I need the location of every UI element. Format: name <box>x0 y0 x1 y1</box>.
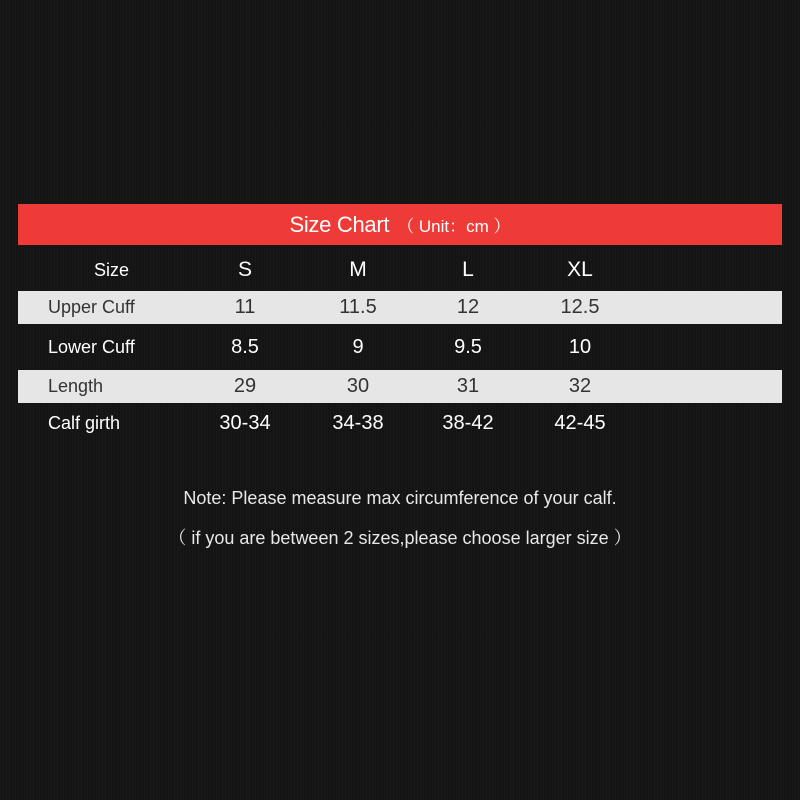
cell-lower-cuff-m: 9 <box>352 335 364 358</box>
cell-calf-girth-m: 34-38 <box>332 411 384 434</box>
table-row-lower-cuff <box>18 328 782 366</box>
cell-lower-cuff-s: 8.5 <box>231 335 259 358</box>
size-header-s: S <box>237 258 252 281</box>
size-chart-title-bar <box>18 204 782 245</box>
cell-length-m: 30 <box>346 375 370 397</box>
size-header-l: L <box>462 258 474 281</box>
cell-calf-girth-xl: 42-45 <box>554 411 606 434</box>
cell-upper-cuff-l: 12 <box>456 296 480 318</box>
size-header-m: M <box>349 258 367 281</box>
cell-length-s: 29 <box>233 375 257 397</box>
cell-length-xl: 32 <box>568 375 592 397</box>
cell-lower-cuff-l: 9.5 <box>454 335 482 358</box>
size-header-label: Size <box>94 259 130 280</box>
table-row-upper-cuff <box>18 291 782 324</box>
row-label: Upper Cuff <box>48 297 135 317</box>
size-chart-title: Size Chart <box>289 211 390 237</box>
cell-upper-cuff-xl: 12.5 <box>560 296 600 318</box>
table-row-calf-girth <box>18 404 782 442</box>
row-label: Length <box>48 376 104 396</box>
unit-label: （ Unit：cm ） <box>397 217 511 236</box>
size-header-row <box>18 250 782 290</box>
cell-upper-cuff-m: 11.5 <box>339 296 377 318</box>
cell-lower-cuff-xl: 10 <box>568 335 592 358</box>
table-row-length <box>18 370 782 403</box>
row-label: Calf girth <box>48 412 121 433</box>
cell-upper-cuff-s: 11 <box>234 296 256 318</box>
measurement-note: Note: Please measure max circumference of your calf. <box>183 488 617 508</box>
row-label: Lower Cuff <box>48 336 135 357</box>
cell-calf-girth-s: 30-34 <box>219 411 271 434</box>
cell-calf-girth-l: 38-42 <box>442 411 494 434</box>
cell-length-l: 31 <box>456 375 480 397</box>
size-advice-note: （ if you are between 2 sizes,please choose larger size ） <box>168 528 632 548</box>
size-header-xl: XL <box>567 258 593 281</box>
